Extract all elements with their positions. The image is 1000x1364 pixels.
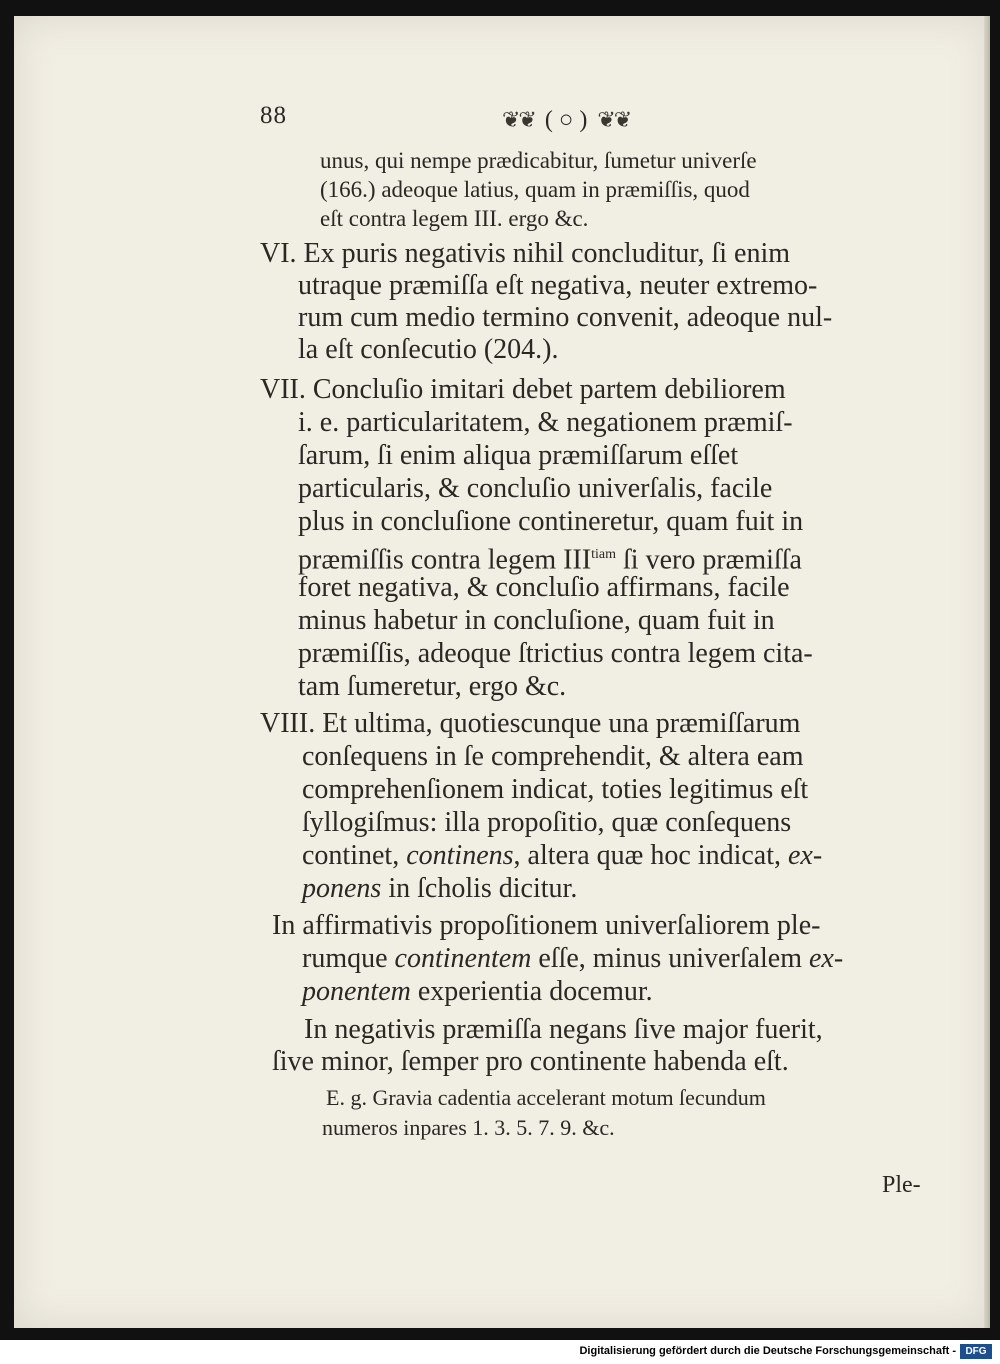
text-line: i. e. particularitatem, & negationem præmiſ- <box>298 407 793 438</box>
rule-vi-line: VI. Ex puris negativis nihil concluditur, ſi enim <box>260 238 791 269</box>
text-line: ſive minor, ſemper pro continente habenda eſt. <box>272 1046 789 1077</box>
text-segment: in ſcholis dicitur. <box>381 873 578 904</box>
page-number: 88 <box>260 102 287 129</box>
dfg-logo-icon: DFG <box>960 1344 992 1359</box>
text-segment: eſſe, minus univerſalem <box>531 943 809 974</box>
italic-term: continens <box>406 840 514 871</box>
example-line: E. g. Gravia cadentia accelerant motum ſecundum <box>326 1085 766 1110</box>
text-segment: ſi vero præmiſſa <box>616 544 802 576</box>
text-line: particularis, & concluſio univerſalis, facile <box>298 473 773 504</box>
book-page <box>14 16 990 1328</box>
italic-term: ponentem <box>302 976 411 1007</box>
running-header <box>14 100 990 140</box>
catchword: Ple- <box>882 1172 921 1198</box>
text-line: ſarum, ſi enim aliqua præmiſſarum eſſet <box>298 440 739 471</box>
italic-term: ex- <box>787 840 823 871</box>
footer-bar <box>0 1340 1000 1364</box>
text-line: unus, qui nempe prædicabitur, ſumetur univerſe <box>320 148 757 173</box>
text-line: minus habetur in concluſione, quam fuit in <box>298 605 775 636</box>
text-segment: continet, <box>302 840 407 871</box>
text-line: præmiſſis, adeoque ſtrictius contra legem cita- <box>298 638 813 669</box>
ornament-left-icon: ❦❦ <box>502 107 535 132</box>
ornament-center: ( ○ ) <box>544 106 588 133</box>
text-line: rum cum medio termino convenit, adeoque nul- <box>298 302 833 333</box>
rule-viii-line: VIII. Et ultima, quotiescunque una præmiſſarum <box>260 708 801 739</box>
text-segment: experientia docemur. <box>410 976 653 1007</box>
example-line: numeros inpares 1. 3. 5. 7. 9. &c. <box>322 1115 615 1140</box>
text-line <box>302 943 843 975</box>
text-line: conſequens in ſe comprehendit, & altera eam <box>302 741 804 772</box>
text-line <box>302 873 577 905</box>
page-edge <box>984 16 990 1328</box>
text-segment: præmiſſis contra legem III <box>298 544 592 576</box>
text-line: tam ſumeretur, ergo &c. <box>298 671 567 702</box>
text-line: ſyllogiſmus: illa propoſitio, quæ conſequens <box>302 807 792 838</box>
text-line: la eſt conſecutio (204.). <box>298 334 559 365</box>
italic-term: ex- <box>808 943 844 974</box>
text-segment: , altera quæ hoc indicat, <box>513 840 788 871</box>
text-line: comprehenſionem indicat, toties legitimus eſt <box>302 774 809 805</box>
paragraph-line: In affirmativis propoſitionem univerſaliorem ple- <box>272 910 821 941</box>
text-line <box>302 976 653 1008</box>
text-line: eſt contra legem III. ergo &c. <box>320 206 589 231</box>
text-line: foret negativa, & concluſio affirmans, facile <box>298 572 790 603</box>
paragraph-line: In negativis præmiſſa negans ſive major fuerit, <box>304 1014 823 1045</box>
rule-vii-line: VII. Concluſio imitari debet partem debiliorem <box>260 374 786 405</box>
italic-term: ponens <box>302 873 382 904</box>
text-line: utraque præmiſſa eſt negativa, neuter extremo- <box>298 270 818 301</box>
header-ornament <box>502 100 752 140</box>
ornament-right-icon: ❦❦ <box>597 107 631 132</box>
superscript: tiam <box>591 547 617 562</box>
text-line: plus in concluſione contineretur, quam fuit in <box>298 506 804 537</box>
text-line: (166.) adeoque latius, quam in præmiſſis, quod <box>320 177 750 202</box>
funding-notice: Digitalisierung gefördert durch die Deutsche Forschungsgemeinschaft - <box>579 1345 956 1357</box>
italic-term: continentem <box>394 943 532 974</box>
text-segment: rumque <box>302 943 395 974</box>
text-line <box>298 539 802 576</box>
text-line <box>302 840 822 872</box>
